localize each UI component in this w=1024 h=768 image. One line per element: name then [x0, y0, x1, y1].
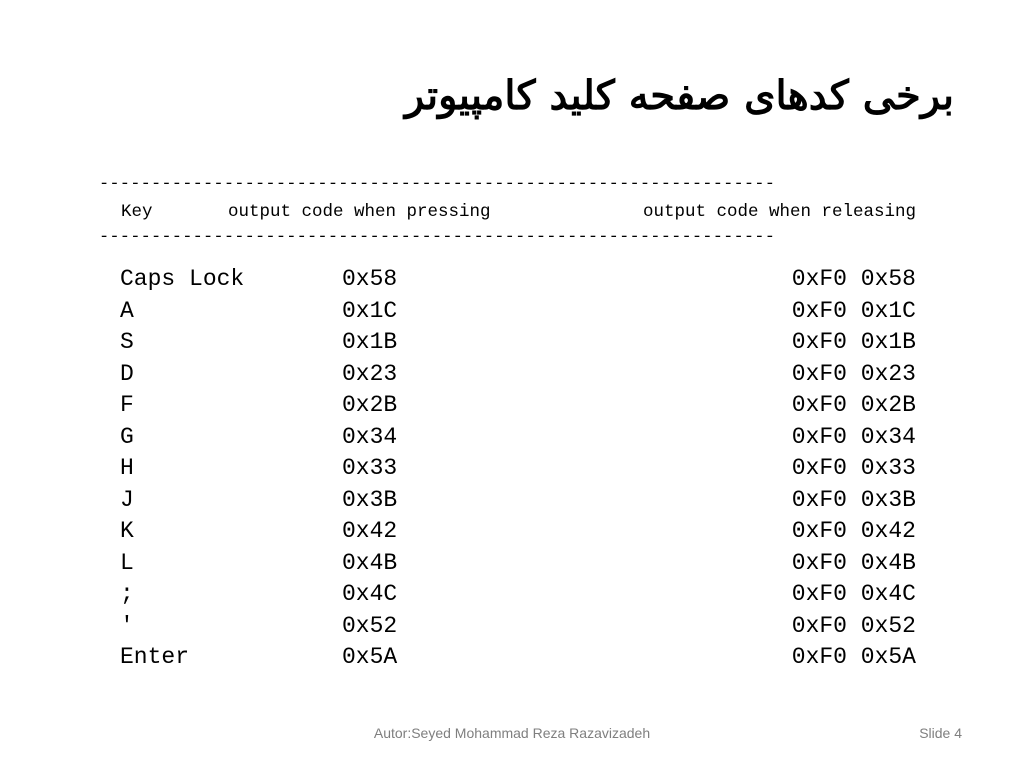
press-code: 0x4B	[342, 549, 398, 576]
release-code: 0xF0 0x23	[791, 360, 916, 387]
press-code: 0x42	[342, 518, 398, 544]
release-code: 0xF0 0x3B	[791, 486, 916, 513]
column-header-pressing: output code when pressing	[228, 202, 491, 222]
table-row	[0, 579, 1024, 611]
key-name: A	[120, 297, 134, 324]
press-code: 0x33	[342, 455, 398, 481]
release-code: 0xF0 0x52	[791, 612, 916, 639]
table-top-separator: -----------------------------------------------------------------	[99, 175, 776, 194]
key-name: G	[120, 423, 134, 450]
table-row	[0, 296, 1024, 328]
press-code: 0x3B	[342, 486, 398, 513]
column-header-key: Key	[121, 202, 153, 222]
release-code: 0xF0 0x34	[791, 423, 916, 450]
release-code: 0xF0 0x33	[791, 455, 916, 481]
key-name: '	[120, 612, 134, 639]
slide-number: Slide 4	[919, 725, 962, 741]
release-code: 0xF0 0x4B	[791, 549, 916, 576]
press-code: 0x58	[342, 266, 398, 292]
release-code: 0xF0 0x1C	[791, 297, 916, 324]
table-row	[0, 485, 1024, 517]
key-name: Caps Lock	[120, 266, 245, 292]
release-code: 0xF0 0x4C	[791, 581, 916, 607]
key-name: S	[120, 329, 134, 355]
key-name: H	[120, 455, 134, 481]
press-code: 0x4C	[342, 581, 398, 607]
key-name: F	[120, 392, 134, 418]
table-row	[0, 453, 1024, 485]
key-name: ;	[120, 581, 134, 607]
table-row	[0, 390, 1024, 422]
press-code: 0x5A	[342, 644, 398, 670]
press-code: 0x1B	[342, 329, 398, 355]
press-code: 0x34	[342, 423, 398, 450]
release-code: 0xF0 0x58	[791, 266, 916, 292]
table-row	[0, 264, 1024, 296]
press-code: 0x23	[342, 360, 398, 387]
table-row	[0, 642, 1024, 674]
table-row	[0, 359, 1024, 391]
table-header-separator: -----------------------------------------------------------------	[99, 228, 776, 247]
column-header-releasing: output code when releasing	[642, 202, 916, 222]
key-code-table	[0, 264, 1024, 674]
table-row	[0, 611, 1024, 643]
press-code: 0x1C	[342, 297, 398, 324]
footer-author: Autor:Seyed Mohammad Reza Razavizadeh	[373, 725, 651, 741]
release-code: 0xF0 0x2B	[791, 392, 916, 418]
table-row	[0, 516, 1024, 548]
key-name: K	[120, 518, 134, 544]
press-code: 0x2B	[342, 392, 398, 418]
key-name: D	[120, 360, 134, 387]
key-name: L	[120, 549, 134, 576]
table-row	[0, 327, 1024, 359]
slide-title: برخی کدهای صفحه کلید کامپیوتر	[404, 72, 954, 119]
press-code: 0x52	[342, 612, 398, 639]
table-row	[0, 548, 1024, 580]
key-name: J	[120, 486, 134, 513]
key-name: Enter	[120, 644, 190, 670]
release-code: 0xF0 0x42	[791, 518, 916, 544]
table-row	[0, 422, 1024, 454]
release-code: 0xF0 0x5A	[791, 644, 916, 670]
release-code: 0xF0 0x1B	[791, 329, 916, 355]
